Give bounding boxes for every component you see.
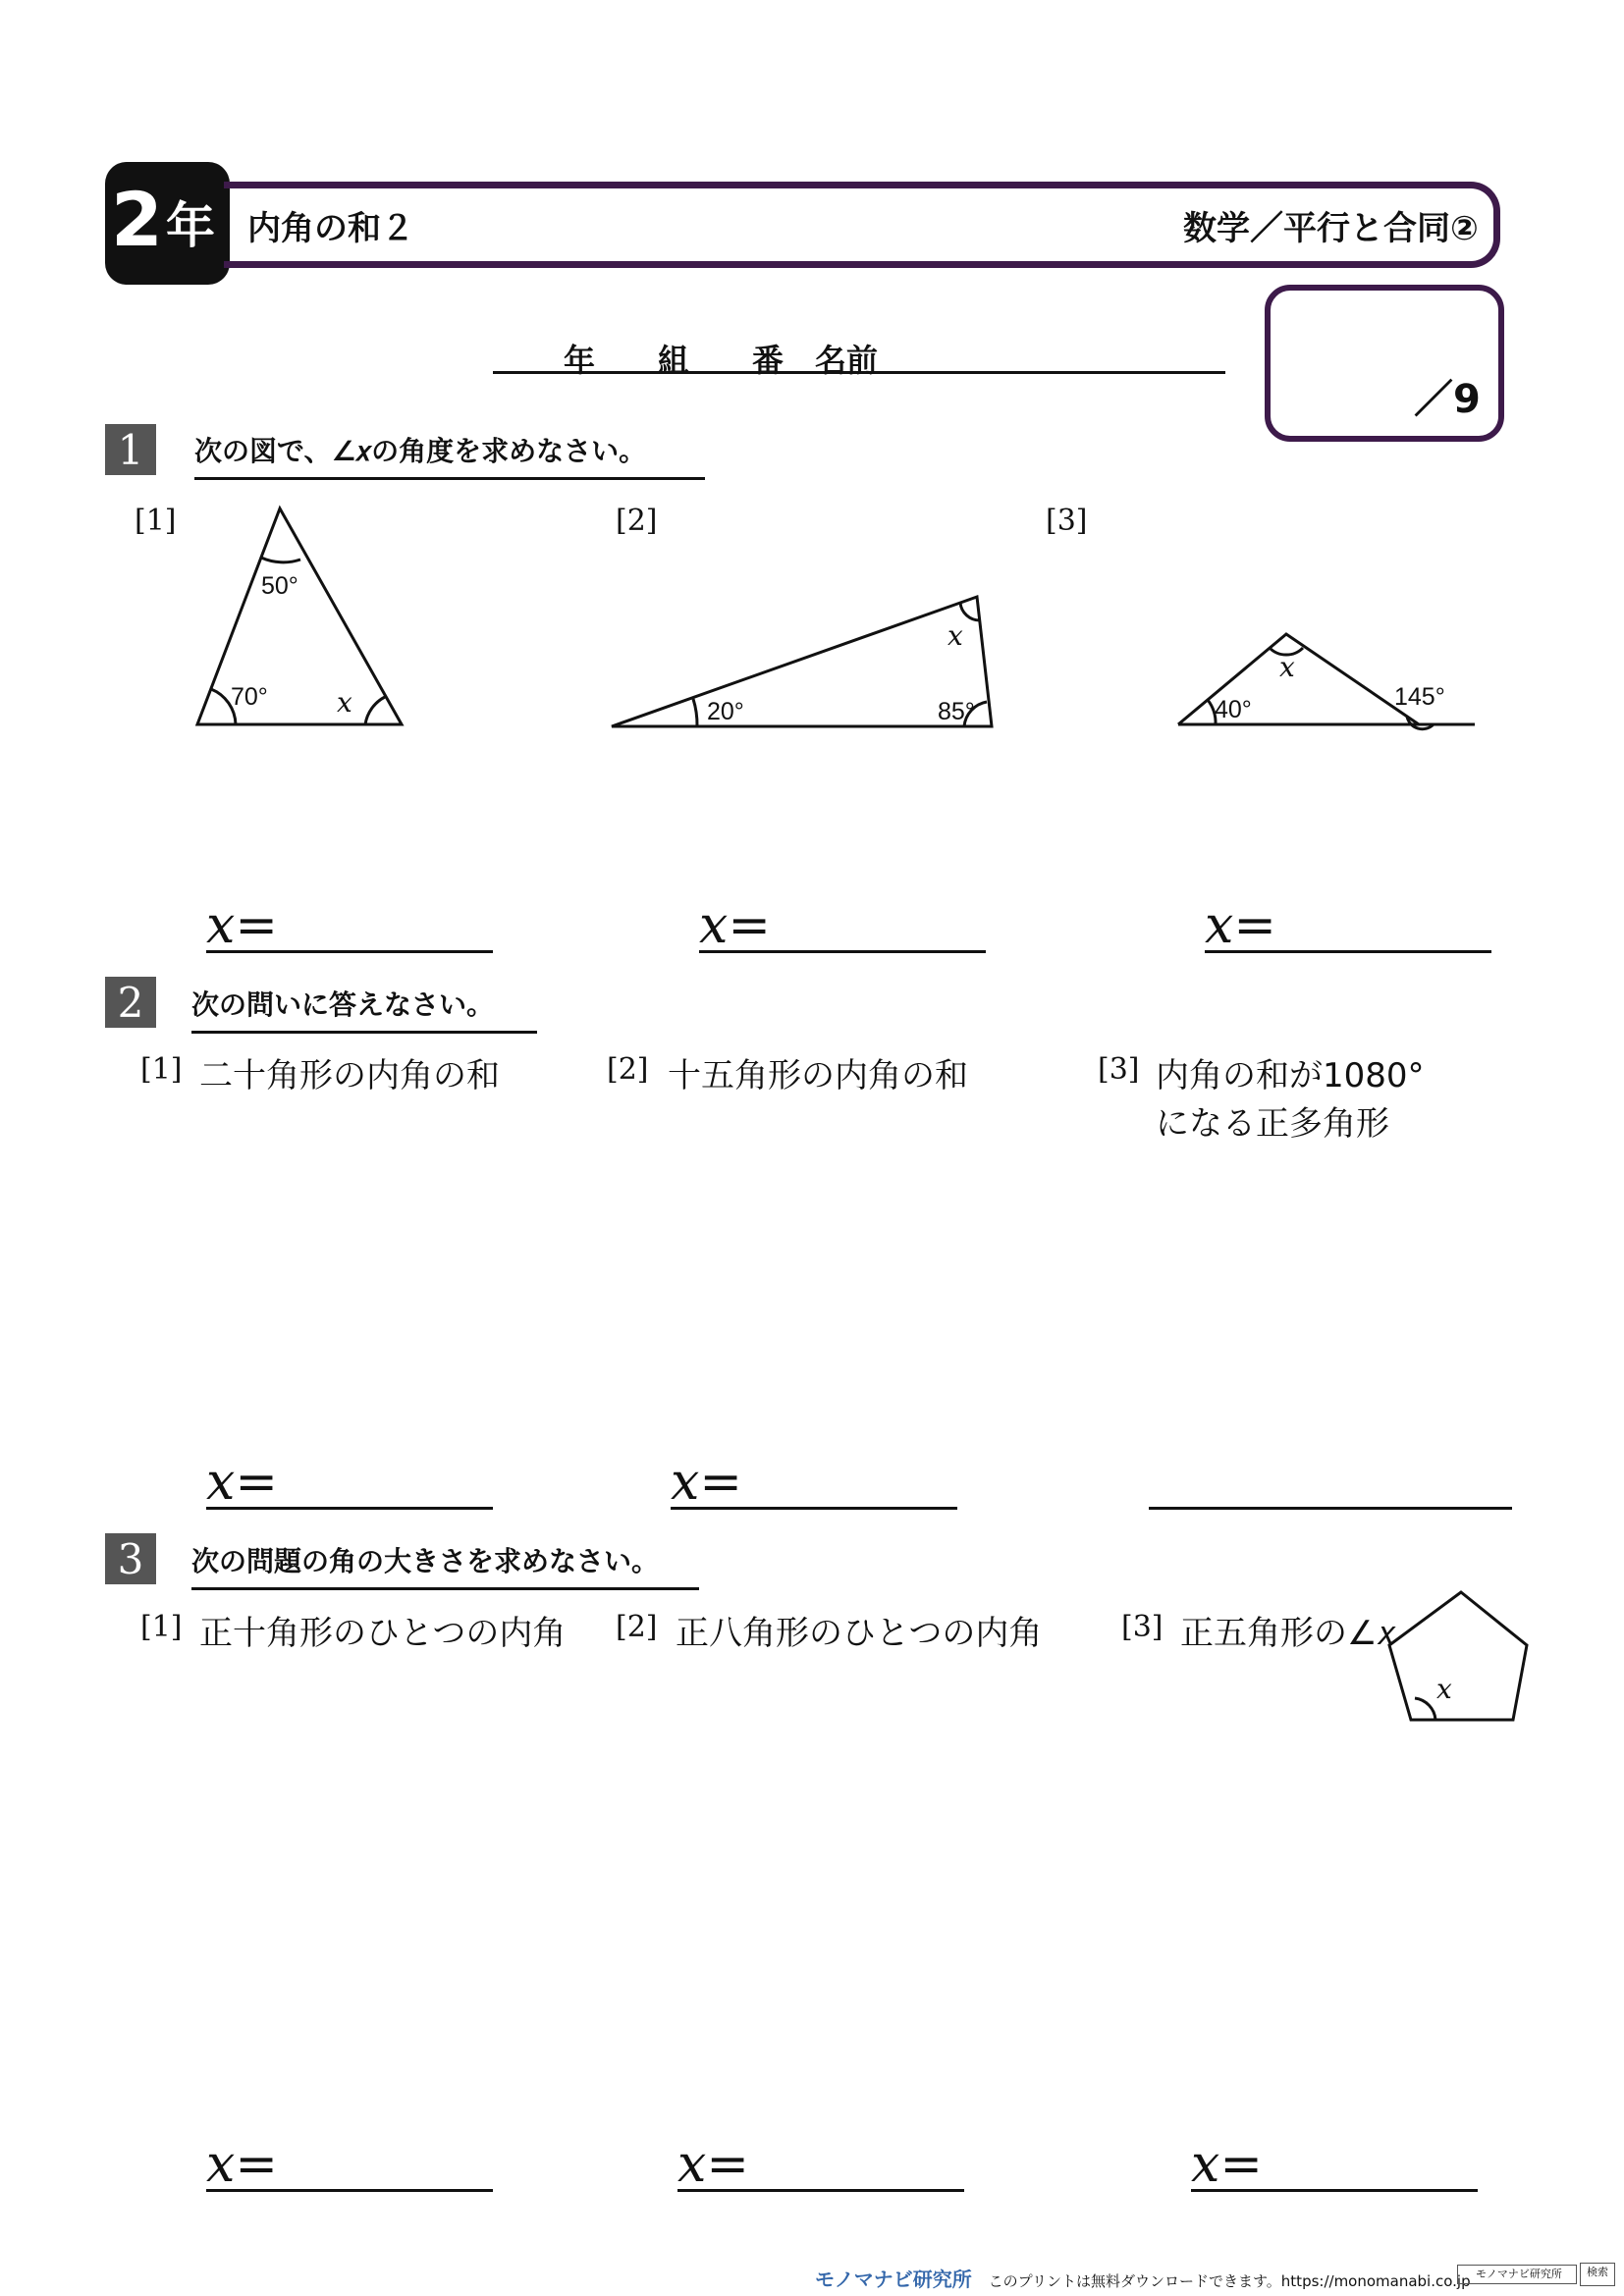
footer-text[interactable]: このプリントは無料ダウンロードできます。https://monomanabi.co.jp [988, 2272, 1471, 2290]
s2-problem-3-text: 内角の和が1080° [1156, 1056, 1425, 1095]
s2-problem-3-label: [3] [1098, 1052, 1140, 1087]
answer-prefix: x= [206, 1453, 278, 1512]
angle-20-label: 20° [707, 698, 744, 725]
angle-40-label: 40° [1215, 696, 1252, 723]
pentagon [1389, 1592, 1527, 1720]
footer-search-box[interactable] [1457, 2265, 1577, 2284]
grade-number: 2 [111, 176, 163, 263]
s2-problem-2-text: 十五角形の内角の和 [668, 1056, 968, 1095]
s2-answer-2[interactable] [671, 1453, 957, 1512]
s3-problem-1-label: [1] [140, 1610, 183, 1644]
answer-prefix: x= [699, 896, 771, 955]
answer-prefix: x= [1205, 896, 1276, 955]
s3-answer-3[interactable] [1191, 2135, 1478, 2194]
triangle-1 [197, 508, 402, 724]
s2-answer-1[interactable] [206, 1453, 493, 1512]
arc-20 [693, 699, 697, 726]
score-total: ／9 [1414, 377, 1481, 422]
triangle-2 [612, 597, 992, 726]
section-2-title: 次の問いに答えなさい。 [191, 984, 537, 1034]
subject-unit: 数学／平行と合同② [1183, 209, 1479, 248]
s2-problem-1-label: [1] [140, 1052, 183, 1087]
s3-answer-2[interactable] [677, 2135, 964, 2194]
s2-answer-3[interactable] [1149, 1458, 1512, 1510]
s2-problem-2-label: [2] [607, 1052, 649, 1087]
answer-prefix: x= [206, 896, 278, 955]
angle-x1-label: x [337, 686, 352, 719]
section-1-number: 1 [105, 424, 156, 475]
arc-50 [261, 558, 300, 562]
s1-problem-1-label: [1] [135, 504, 177, 538]
s1-answer-2[interactable] [699, 896, 986, 955]
s1-problem-3-label: [3] [1046, 504, 1088, 538]
arc-pentagon-x [1415, 1698, 1435, 1720]
worksheet-title: 内角の和２ [247, 209, 414, 248]
arc-x1 [365, 697, 385, 724]
footer-search-text: モノマナビ研究所 [1476, 2268, 1562, 2280]
student-line-label: 年 組 番 名前 [564, 342, 879, 379]
answer-prefix: x= [206, 2135, 278, 2194]
angle-70-label: 70° [231, 683, 268, 711]
angle-85-label: 85° [938, 698, 975, 725]
s2-problem-1-text: 二十角形の内角の和 [199, 1056, 500, 1095]
grade-suffix: 年 [166, 197, 215, 254]
s1-answer-1[interactable] [206, 896, 493, 955]
footer [815, 2264, 1471, 2292]
s2-problem-3-text-line2: になる正多角形 [1156, 1104, 1389, 1144]
footer-logo: モノマナビ研究所 [815, 2268, 972, 2291]
s3-problem-3-text: 正五角形の∠𝑥 [1180, 1614, 1396, 1653]
pentagon-x-label: x [1436, 1673, 1452, 1705]
s3-answer-1[interactable] [206, 2135, 493, 2194]
s3-problem-2-text: 正八角形のひとつの内角 [676, 1614, 1043, 1653]
section-1-title: 次の図で、∠𝑥の角度を求めなさい。 [194, 430, 705, 480]
angle-145-label: 145° [1394, 683, 1445, 711]
footer-search-button[interactable]: 検索 [1580, 2263, 1615, 2286]
s3-problem-2-label: [2] [616, 1610, 658, 1644]
section-2-number: 2 [105, 977, 156, 1028]
answer-prefix: x= [1191, 2135, 1263, 2194]
section-3-title: 次の問題の角の大きさを求めなさい。 [191, 1540, 699, 1590]
s1-answer-3[interactable] [1205, 896, 1491, 955]
angle-x2-label: x [947, 619, 963, 652]
answer-prefix: x= [671, 1453, 742, 1512]
angle-x3-label: x [1279, 651, 1295, 683]
s1-problem-2-label: [2] [616, 504, 658, 538]
s3-problem-1-text: 正十角形のひとつの内角 [199, 1614, 567, 1653]
section-3-number: 3 [105, 1533, 156, 1584]
s3-problem-3-label: [3] [1121, 1610, 1164, 1644]
answer-prefix: x= [677, 2135, 749, 2194]
angle-50-label: 50° [261, 572, 298, 600]
